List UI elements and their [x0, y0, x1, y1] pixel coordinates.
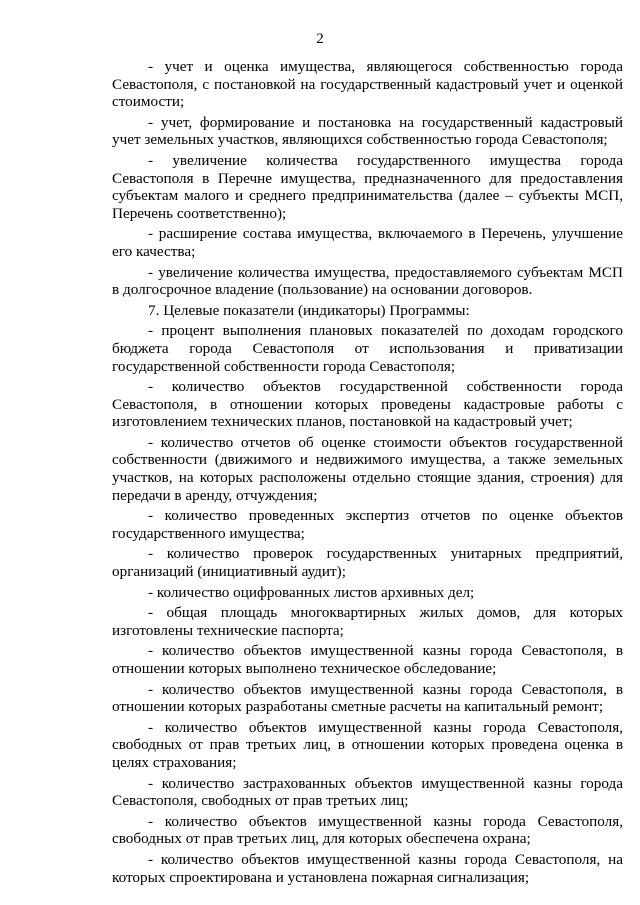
list-item: - количество объектов имущественной казны города Севастополя, в отношении которых разработаны сметные расчеты на капитальный ремонт; — [112, 680, 623, 716]
paragraph-increase-state-property: - увеличение количества государственного имущества города Севастополя в Перечне имущества, предназначенного для предоставления субъектам малого и среднего предпринимательства (далее – субъекты МСП, Перечень соответственно); — [112, 151, 623, 222]
list-item: - количество оцифрованных листов архивных дел; — [148, 583, 475, 601]
page-number: 2 — [316, 31, 324, 47]
list-item: - общая площадь многоквартирных жилых домов, для которых изготовлены технические паспорта; — [112, 604, 623, 639]
paragraph-expand-list: - расширение состава имущества, включаемого в Перечень, улучшение его качества; — [112, 225, 623, 260]
list-item: - количество проведенных экспертиз отчетов по оценке объектов государственного имущества; — [112, 507, 623, 542]
paragraph-increase-provided-property: - увеличение количества имущества, предоставляемого субъектам МСП в долгосрочное владение (пользование) на основании договоров. — [112, 263, 623, 299]
document-body — [112, 58, 623, 889]
list-item: - количество объектов имущественной казны города Севастополя, свободных от прав третьих лиц, для которых обеспечена охрана; — [112, 812, 623, 848]
list-item: - количество проверок государственных унитарных предприятий, организаций (инициативный аудит); — [112, 545, 623, 581]
section-heading-target-indicators: 7. Целевые показатели (индикаторы) Программы: — [148, 301, 470, 319]
list-item: - количество отчетов об оценке стоимости объектов государственной собственности (движимого и недвижимого имущества, а также земельных участков, на которых расположены отдельно стоящие здания, строения) для передачи в аренду, отчуждения; — [112, 433, 623, 504]
list-item: - количество объектов имущественной казны города Севастополя, в отношении которых выполнено техническое обследование; — [112, 642, 623, 677]
list-item: - процент выполнения плановых показателей по доходам городского бюджета города Севастополя от использования и приватизации государственной собственности города Севастополя; — [112, 322, 623, 375]
list-item: - количество объектов имущественной казны города Севастополя, на которых спроектирована и установлена пожарная сигнализация; — [112, 850, 623, 886]
paragraph-property-accounting: - учет и оценка имущества, являющегося собственностью города Севастополя, с постановкой на государственный кадастровый учет и оценкой стоимости; — [112, 58, 623, 111]
list-item: - количество объектов имущественной казны города Севастополя, свободных от прав третьих лиц, в отношении которых проведена оценка в целях страхования; — [112, 718, 623, 771]
list-item: - количество застрахованных объектов имущественной казны города Севастополя, свободных от прав третьих лиц; — [112, 774, 623, 810]
paragraph-land-plots: - учет, формирование и постановка на государственный кадастровый учет земельных участков, являющихся собственностью города Севастополя; — [112, 113, 623, 149]
list-item: - количество объектов государственной собственности города Севастополя, в отношении которых проведены кадастровые работы с изготовлением технических планов, постановкой на кадастровый учет; — [112, 378, 623, 431]
